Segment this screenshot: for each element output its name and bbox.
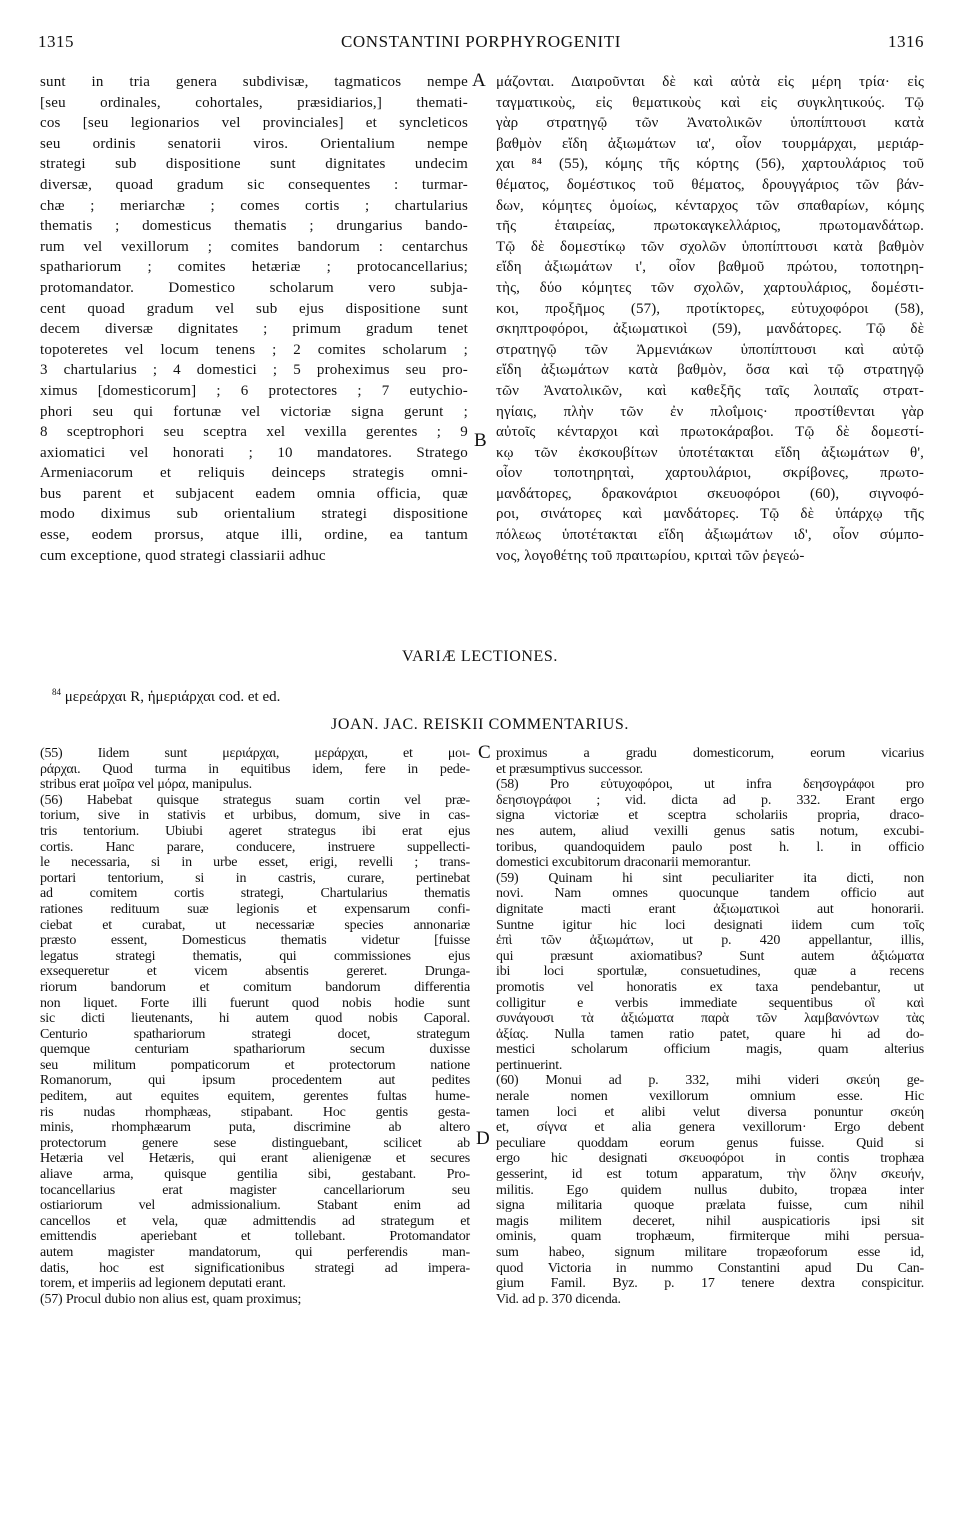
text-line: γὰρ στρατηγῷ τῶν Ἀνατολικῶν ὑποπίπτουσι κατὰ: [496, 115, 924, 132]
text-line: non liquet. Forte illi fuerunt quod nobis hodie sunt: [40, 995, 470, 1011]
text-line: μάζονται. Διαιροῦνται δὲ καὶ αὐτὰ εἰς μέρη τρία· εἰς: [496, 74, 924, 90]
text-line: εἴδη ἀξιωμάτων ι', οἷον βαθμοῦ πρώτου, τοποτηρη-: [496, 259, 924, 276]
text-line: exsequeretur et vicem absentis gereret. Drunga-: [40, 964, 470, 980]
text-line: cos [seu legionarios vel provinciales] et syncleticos: [40, 115, 468, 132]
text-line: ximus [domesticorum] ; 6 protectores ; 7 eutychio-: [40, 382, 468, 399]
text-line: τῶν Ἀνατολικῶν, καὶ καθεξῆς ταῖς λοιπαῖς στρατ-: [496, 382, 924, 399]
text-line: rationes redituum suæ legionis et expensarum confi-: [40, 901, 470, 917]
text-line: (60) Monui ad p. 332, mihi videri σκεύη ge-: [496, 1073, 924, 1089]
footnote-text: μερεάρχαι R, ἡμεριάρχαι cod. et ed.: [64, 689, 281, 705]
text-line: 8 sceptrophori seu sceptra xel vexilla gerentes ; 9: [40, 424, 468, 441]
text-line: gium Famil. Byz. p. 17 tenere dextra conspicitur.: [496, 1276, 924, 1292]
text-line: toribus, quandoquidem paulo post h. l. in officio: [496, 839, 924, 855]
text-line: protectorum genere sese distinguebant, scilicet ab: [40, 1135, 470, 1151]
text-line: promotis vel honoratis ex taxa pendebantur, ut: [496, 979, 924, 995]
text-line: strategi sub dispositione sunt dignitates undecim: [40, 156, 468, 173]
text-line: τῆς ἑταιρείας, πρωτοκαγκελλάριος, πρωτομανδάτωρ.: [496, 218, 924, 235]
text-line: (55) Iidem sunt μεριάρχαι, μεράρχαι, et μοι-: [40, 746, 470, 761]
text-line: [seu ordinales, cohortales, præsidiarios,] themati-: [40, 94, 468, 111]
text-line: decem diversæ dignitates ; primum gradum tenet: [40, 321, 468, 338]
text-line: seu ordinis senatorii viros. Orientalium nempe: [40, 135, 468, 152]
text-line: nerale nomen vexillorum omnium esse. Hic: [496, 1089, 924, 1105]
text-line: στρατηγῷ τῶν Ἀρμενιάκων ὑποπίπτουσι καὶ αὐτῷ: [496, 341, 924, 358]
text-line: esse, eodem prorsus, atque illi, ordine, ea tantum: [40, 527, 468, 544]
text-line: (56) Habebat quisque strategus suam cortin vel præ-: [40, 792, 470, 808]
footnote-number: 84: [52, 687, 61, 697]
text-line: peditem, aut equites equitem, gerentes fultas hume-: [40, 1089, 470, 1105]
text-line: bus parent et subjacent eadem omnia officia, quæ: [40, 485, 468, 502]
text-line: κοι, προξῆμος (57), προτίκτορες, εὐτυχοφόροι (58),: [496, 300, 924, 317]
text-line: (57) Procul dubio non alius est, quam proximus;: [40, 1291, 302, 1307]
text-line: πόλεως ὑποτέτακται εἴδη ἀξιωμάτων ιδ', οἷον σύμπο-: [496, 527, 924, 544]
text-line: et, σίγνα et alia genera vexillorum· Ergo debent: [496, 1120, 924, 1136]
text-line: cortis. Hanc parare, conducere, instruere suppellecti-: [40, 839, 470, 855]
text-line: sunt in tria genera subdivisæ, tagmaticos nempe: [40, 74, 468, 90]
text-line: signa militaria quoque prælata fuisse, cum nihil: [496, 1198, 924, 1214]
text-line: δων, κόμητες ὁμοίως, κένταρχος τῶν σπαθαρίων, κόμης: [496, 197, 924, 214]
text-line: ἀξίας. Nulla tamen ratio patet, quare hi ad do-: [496, 1026, 924, 1042]
text-line: proximus a gradu domesticorum, eorum vicarius: [496, 746, 924, 761]
text-line: συνάγουσι τὰ ἀξιώματα παρὰ τῶν λαμβανόντων τὰς: [496, 1011, 924, 1027]
text-line: αὐτοῖς κένταρχοι καὶ πρωτοκάραβοι. Τῷ δὲ δομεστί-: [496, 424, 924, 441]
text-line: ράρχαι. Quod turma in equitibus idem, fere in pede-: [40, 761, 470, 777]
commentary-left-column: [40, 746, 470, 1307]
text-line: seu militum pompaticorum et protectorum natione: [40, 1057, 470, 1073]
text-line: mestici scholarum officium magis, quam alterius: [496, 1042, 924, 1058]
text-line: modo diximus sub orientalium strategi dispositione: [40, 506, 468, 523]
text-line: pertinuerint.: [496, 1057, 563, 1073]
text-line: Armeniacorum et reliquis deinceps strategis omni-: [40, 465, 468, 482]
page-number-left: 1315: [38, 32, 74, 51]
text-line: aliave arma, quisque gentilia sibi, gestabant. Pro-: [40, 1167, 470, 1183]
text-line: emittendis aperiebant et tollebant. Protomandator: [40, 1229, 470, 1245]
text-line: εἴδη ἀξιωμάτων κατὰ βαθμὸν, ὅσα καὶ τῷ στρατηγῷ: [496, 362, 924, 379]
text-line: tamen loci et alibi velut diversa ponuntur σκεύη: [496, 1104, 924, 1120]
section-marker-d: D: [476, 1128, 490, 1149]
text-line: colligitur e verbis immediate sequentibus οἳ καὶ: [496, 995, 924, 1011]
text-line: spathariorum ; comites hetæriæ ; protocancellarius;: [40, 259, 468, 276]
text-line: quod Victoria in nummo Constantini apud Du Can-: [496, 1260, 924, 1276]
text-line: Centurio spathariorum strategi docet, strategum: [40, 1026, 470, 1042]
text-line: κῳ τῶν ἐκσκουβίτων ὑποτέτακται εἴδη ἀξιωμάτων θ',: [496, 444, 924, 461]
text-line: tocancellarius erat magister cancellariorum seu: [40, 1182, 470, 1198]
text-line: cum exceptione, quod strategi classiarii adhuc: [40, 547, 326, 564]
text-line: tris tentorium. Ubiubi ageret strategus ibi erat ejus: [40, 823, 470, 839]
running-title: CONSTANTINI PORPHYROGENITI: [340, 32, 622, 51]
text-line: nes autem, aliud vexilli genus satis notum, excubi-: [496, 823, 924, 839]
text-line: torium, sive in stativis et urbibus, domum, sive in cas-: [40, 808, 470, 824]
text-line: ciebat et curabat, ut necessariæ species annonariæ: [40, 917, 470, 933]
text-line: οἷον τοποτηρηταὶ, χαρτουλάριοι, σκρίβονες, πρωτο-: [496, 465, 924, 482]
footnote: [52, 687, 280, 706]
text-line: τὴς, δύο κόμητες τῶν σχολῶν, χαρτουλάριος, δομέστι-: [496, 279, 924, 296]
text-line: ἐπὶ τῶν ἀξιωμάτων, ut p. 420 appellantur, illis,: [496, 933, 924, 949]
text-line: quemque centuriam spathariorum secum duxisse: [40, 1042, 470, 1058]
commentary-right-column: [496, 746, 924, 1307]
text-line: præsto essent, Domesticus thematis videtur [fuisse: [40, 933, 470, 949]
text-line: νος, λογοθέτης τοῦ πραιτωρίου, κριταὶ τῶν ῥεγεώ-: [496, 547, 805, 564]
text-line: phori seu qui fortunæ vel victoriæ signa gerunt ;: [40, 403, 468, 420]
text-line: (58) Pro εὐτυχοφόροι, ut infra δεησογράφοι pro: [496, 777, 924, 793]
text-line: riorum bandorum et comitum bandorum differentia: [40, 979, 470, 995]
text-line: ominis, quam trophæum, firmiterque mihi persua-: [496, 1229, 924, 1245]
text-line: ibi loci sportulæ, consuetudines, quæ a recens: [496, 964, 924, 980]
commentary-heading: JOAN. JAC. REISKII COMMENTARIUS.: [331, 716, 629, 733]
text-line: ροι, σινάτορες καὶ μανδάτορες. Τῷ δὲ ὑπάρχῳ τῆς: [496, 506, 924, 523]
text-line: novi. Nam omnes quocunque tandem officio aut: [496, 886, 924, 902]
text-line: Vid. ad p. 370 dicenda.: [496, 1291, 621, 1307]
text-line: rum vel vexillorum ; comites bandorum : centarchus: [40, 238, 468, 255]
section-marker-b: B: [474, 430, 487, 451]
text-line: sum habeo, signum militare tropæoforum esse id,: [496, 1245, 924, 1260]
latin-translation-column: [40, 72, 468, 566]
text-line: Τῷ δὲ δομεστίκῳ τῶν σχολῶν ὑποπίπτουσι κατὰ βαθμὸν: [496, 238, 924, 255]
text-line: qui præsunt axiomatibus? Sunt autem ἀξιώματα: [496, 948, 924, 964]
text-line: signa victoriæ et sceptra scholariis propria, draco-: [496, 808, 924, 824]
text-line: diversæ, quoad gradum sic consequentes : turmar-: [40, 176, 468, 193]
text-line: protomandator. Domestico scholarum vero subja-: [40, 279, 468, 296]
text-line: gesserint, id est totum apparatum, τὴν ὅλην σκευήν,: [496, 1167, 924, 1183]
text-line: datis, hoc est significationibus strategi ad impera-: [40, 1260, 470, 1276]
page-header: [38, 32, 924, 56]
text-line: cent quoad gradum vel sub ejus dispositione sunt: [40, 300, 468, 317]
page-number-right: 1316: [888, 32, 924, 51]
text-line: δεησιογράφοι ; vid. dicta ad p. 332. Erant ergo: [496, 792, 924, 808]
text-line: Romanorum, qui ipsum procedentem aut pedites: [40, 1073, 470, 1089]
text-line: torem, et imperiis ad legionem deputati erant.: [40, 1276, 286, 1292]
text-line: minis, rhomphæarum puta, discrimine ab altero: [40, 1120, 470, 1136]
text-line: legatus strategi thematis, qui commissiones ejus: [40, 948, 470, 964]
text-line: ταγματικοὺς, εἰς θεματικοὺς καὶ εἰς συγκλητικούς. Τῷ: [496, 94, 924, 111]
text-line: dignitate macti erant ἀξιωματικοὶ aut honorarii.: [496, 901, 924, 917]
text-line: axiomatici vel honorati ; 10 mandatores. Stratego: [40, 444, 468, 461]
greek-text-column: [496, 72, 924, 566]
text-line: ad comitem cortis strategi, Chartularius thematis: [40, 886, 470, 902]
text-line: ris nudas rhomphæas, stipabant. Hoc gentis gesta-: [40, 1104, 470, 1120]
section-marker-c: C: [478, 742, 491, 763]
section-marker-a: A: [472, 70, 486, 91]
text-line: ηγίαις, πλὴν τῶν ἐν πλοΐμοις· προστίθενται γὰρ: [496, 403, 924, 420]
text-line: μανδάτορες, δρακονάριοι σκευοφόροι (60), σιγνοφό-: [496, 485, 924, 502]
variae-lectiones-heading: VARIÆ LECTIONES.: [402, 648, 558, 665]
text-line: magis militem deceret, nihil auspicatioris ipsi sit: [496, 1213, 924, 1229]
text-line: Hetæria vel Hetæris, qui erant alienigenæ et secures: [40, 1151, 470, 1167]
text-line: ostiariorum vel admissionalium. Stabant enim ad: [40, 1198, 470, 1214]
text-line: βαθμὸν εἴδη ἀξιωμάτων ια', οἷον τουρμάρχαι, μεριάρ-: [496, 135, 924, 152]
text-line: portari tentorium, si in castris, curare, pertinebat: [40, 870, 470, 886]
text-line: σκηπτροφόροι, ἀξιωματικοὶ (59), μανδάτορες. Τῷ δὲ: [496, 321, 924, 338]
text-line: sic dicti lieutenants, hi autem quod nobis Caporal.: [40, 1011, 470, 1027]
text-line: stribus erat μοῖρα vel μόρα, manipulus.: [40, 777, 252, 793]
text-line: χαι ⁸⁴ (55), κόμης τῆς κόρτης (56), χαρτουλάριος τοῦ: [496, 156, 924, 173]
text-line: militis. Ego quidem nullus dubito, tropæa inter: [496, 1182, 924, 1198]
text-line: le necessaria, si in urbe esset, erigi, revelli ; trans-: [40, 855, 470, 871]
text-line: ergo hic designati σκευοφόροι in contis trophæa: [496, 1151, 924, 1167]
text-line: Suntne igitur hic loci designati iidem cum τοῖς: [496, 917, 924, 933]
text-line: topoteretes vel locum tenens ; 2 comites scholarum ;: [40, 341, 468, 358]
text-line: cancellos et vela, quæ admittendis ad strategum et: [40, 1213, 470, 1229]
text-line: (59) Quinam hi sint peculiariter ita dicti, non: [496, 870, 924, 886]
text-line: domestici excubitorum draconarii memorantur.: [496, 855, 751, 871]
text-line: 3 chartularius ; 4 domestici ; 5 proheximus seu pro-: [40, 362, 468, 379]
text-line: autem magister mandatorum, qui perferendis man-: [40, 1245, 470, 1260]
text-line: thematis ; domesticus thematis ; drungarius bando-: [40, 218, 468, 235]
text-line: chæ ; meriarchæ ; comes cortis ; chartularius: [40, 197, 468, 214]
text-line: θέματος, δομέστικος τοῦ θέματος, δρουγγάριος τῶν βάν-: [496, 176, 924, 193]
text-line: peculiare quoddam eorum genus fuisse. Quid si: [496, 1135, 924, 1151]
text-line: et præsumptivus successor.: [496, 761, 643, 777]
